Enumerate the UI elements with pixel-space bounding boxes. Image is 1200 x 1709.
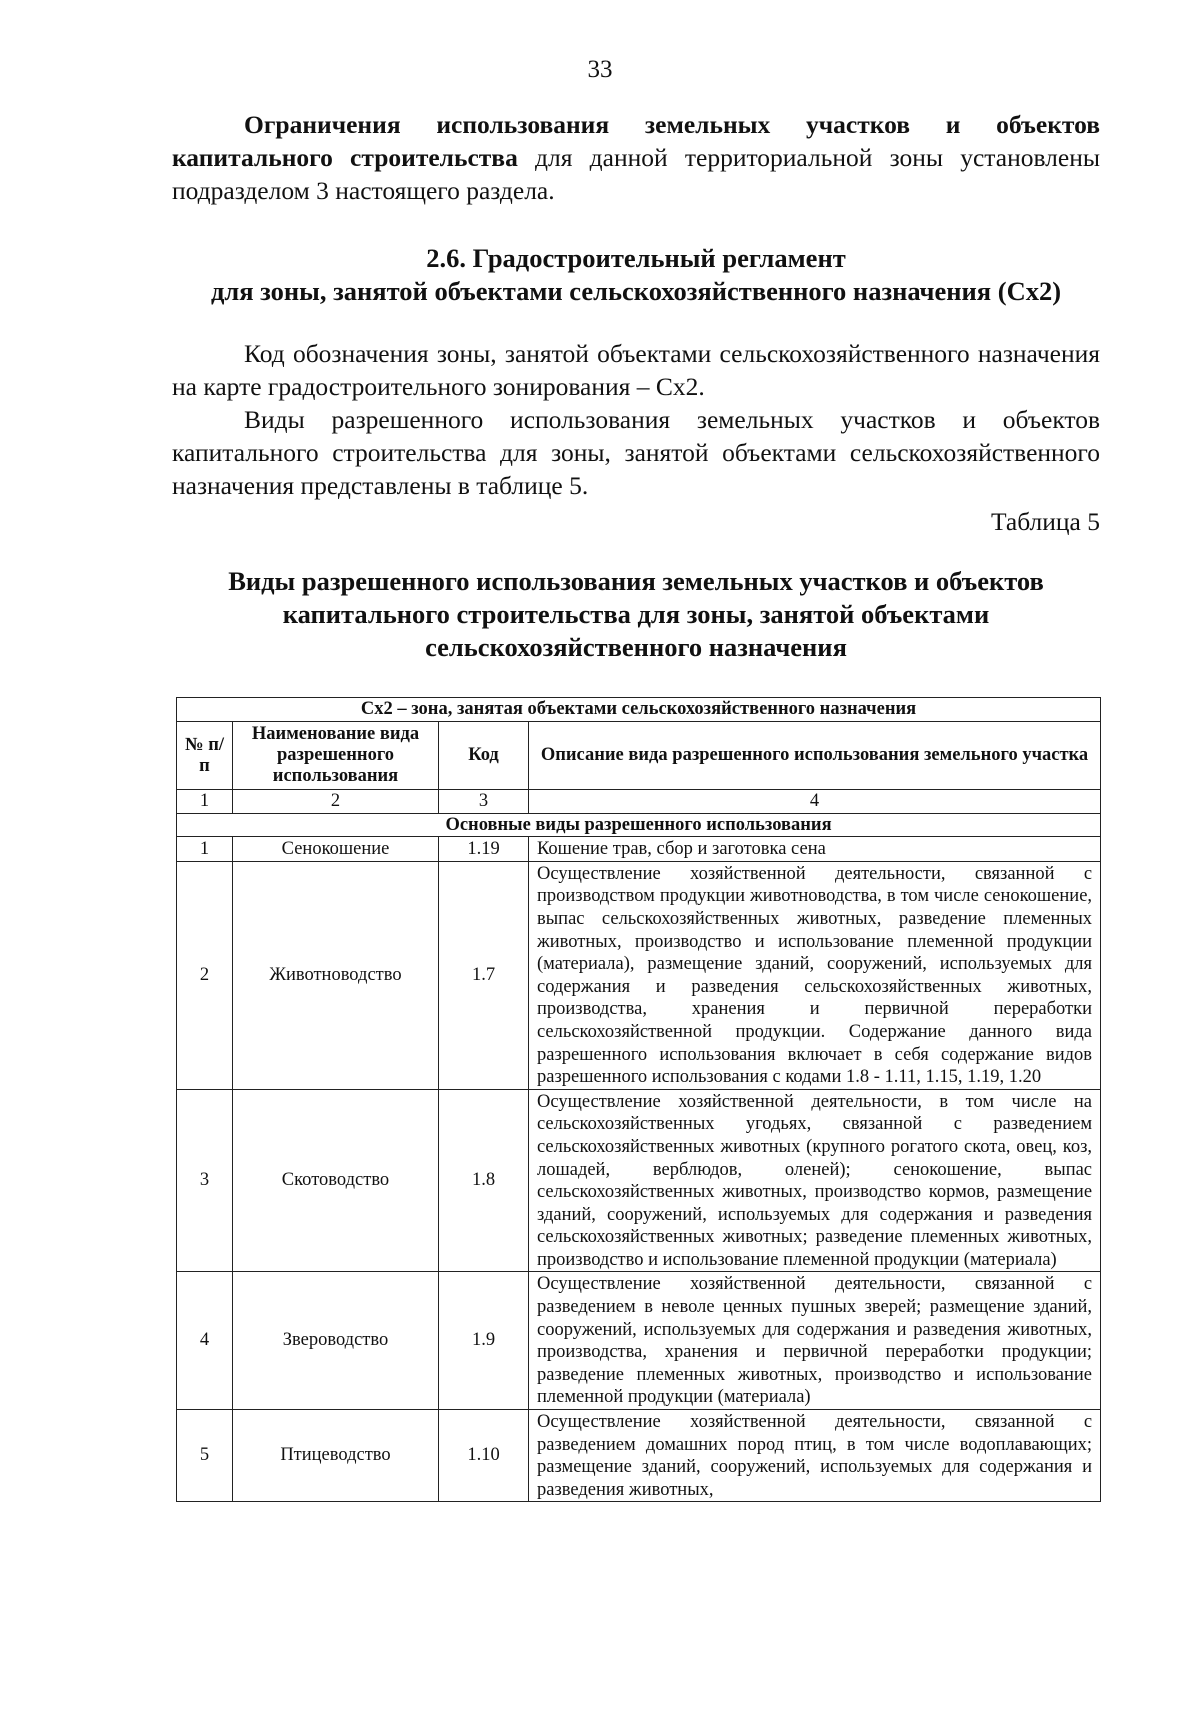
row-number: 5 — [177, 1410, 233, 1502]
row-number: 3 — [177, 1089, 233, 1272]
row-number: 4 — [177, 1272, 233, 1410]
column-number-row — [177, 790, 1101, 814]
row-code: 1.8 — [439, 1089, 529, 1272]
zone-header: Сх2 – зона, занятая объектами сельскохозяйственного назначения — [177, 698, 1101, 722]
section-heading-line1: 2.6. Градостроительный регламент — [426, 243, 846, 273]
row-description: Осуществление хозяйственной деятельности, в том числе на сельскохозяйственных угодьях, связанной с разведением сельскохозяйственных животных (крупного рогатого скота, овец, коз, лошадей, верблюдов, оленей); сенокошение, выпас сельскохозяйственных животных, производство кормов, размещение зданий, сооружений, используемых для содержания и разведения сельскохозяйственных животных; разведение племенных животных, производство и использование племенной продукции (материала) — [529, 1089, 1101, 1272]
zone-header-row — [177, 698, 1101, 722]
zone-code-paragraph: Код обозначения зоны, занятой объектами сельскохозяйственного назначения на карте градостроительного зонирования – Сх2. — [172, 339, 1100, 401]
column-header-row — [177, 722, 1101, 790]
column-header-name: Наименование вида разрешенного использования — [233, 722, 439, 790]
row-code: 1.7 — [439, 861, 529, 1089]
section-heading — [172, 242, 1100, 308]
row-description: Осуществление хозяйственной деятельности, связанной с производством продукции животноводства, в том числе сенокошение, выпас сельскохозяйственных животных, разведение племенных животных, производство и использование племенной продукции (материала), размещение зданий, сооружений, используемых для содержания и разведения сельскохозяйственных животных, производства, хранения и первичной переработки сельскохозяйственной продукции. Содержание данного вида разрешенного использования включает в себя содержание видов разрешенного использования с кодами 1.8 - 1.11, 1.15, 1.19, 1.20 — [529, 861, 1101, 1089]
row-description: Осуществление хозяйственной деятельности, связанной с разведением в неволе ценных пушных зверей; размещение зданий, сооружений, используемых для содержания и разведения животных, производства, хранения и первичной переработки продукции; разведение племенных животных, производство и использование племенной продукции (материала) — [529, 1272, 1101, 1410]
table-row — [177, 1272, 1101, 1410]
row-description: Кошение трав, сбор и заготовка сена — [529, 837, 1101, 862]
row-name: Сенокошение — [233, 837, 439, 862]
column-number: 4 — [529, 790, 1101, 814]
table-row — [177, 861, 1101, 1089]
permitted-uses-paragraph: Виды разрешенного использования земельных участков и объектов капитального строительства для зоны, занятой объектами сельскохозяйственного назначения представлены в таблице 5. — [172, 405, 1100, 500]
section-heading-line2: для зоны, занятой объектами сельскохозяйственного назначения (Сх2) — [210, 276, 1062, 306]
row-name: Птицеводство — [233, 1410, 439, 1502]
column-number: 3 — [439, 790, 529, 814]
column-header-code: Код — [439, 722, 529, 790]
row-code: 1.9 — [439, 1272, 529, 1410]
column-number: 1 — [177, 790, 233, 814]
body-text — [172, 337, 1100, 538]
intro-bold-text: Ограничения использования земельных участков и объектов капитального строительства — [172, 110, 1100, 172]
table-row — [177, 1089, 1101, 1272]
row-code: 1.10 — [439, 1410, 529, 1502]
intro-block — [172, 108, 1100, 207]
row-name: Звероводство — [233, 1272, 439, 1410]
column-number: 2 — [233, 790, 439, 814]
column-header-number: № п/п — [177, 722, 233, 790]
section-row — [177, 813, 1101, 837]
table-row — [177, 1410, 1101, 1502]
row-number: 2 — [177, 861, 233, 1089]
section-label: Основные виды разрешенного использования — [177, 813, 1101, 837]
page-number: 33 — [587, 56, 613, 83]
table-title-line1: Виды разрешенного использования земельных участков и объектов — [228, 566, 1044, 596]
table-row — [177, 837, 1101, 862]
row-number: 1 — [177, 837, 233, 862]
row-code: 1.19 — [439, 837, 529, 862]
row-description: Осуществление хозяйственной деятельности, связанной с разведением домашних пород птиц, в том числе водоплавающих; размещение зданий, сооружений, используемых для содержания и разведения животных, — [529, 1410, 1101, 1502]
table-label: Таблица 5 — [990, 507, 1100, 536]
column-header-description: Описание вида разрешенного использования земельного участка — [529, 722, 1101, 790]
intro-paragraph — [172, 108, 1100, 207]
row-name: Скотоводство — [233, 1089, 439, 1272]
permitted-uses-table — [176, 697, 1101, 1502]
table-title — [172, 565, 1100, 664]
table-title-line2: капитального строительства для зоны, занятой объектами — [282, 599, 990, 629]
row-name: Животноводство — [233, 861, 439, 1089]
intro-normal-text: для данной территориальной зоны установлены подразделом 3 настоящего раздела. — [172, 143, 1101, 205]
table-title-line3: сельскохозяйственного назначения — [425, 632, 847, 662]
